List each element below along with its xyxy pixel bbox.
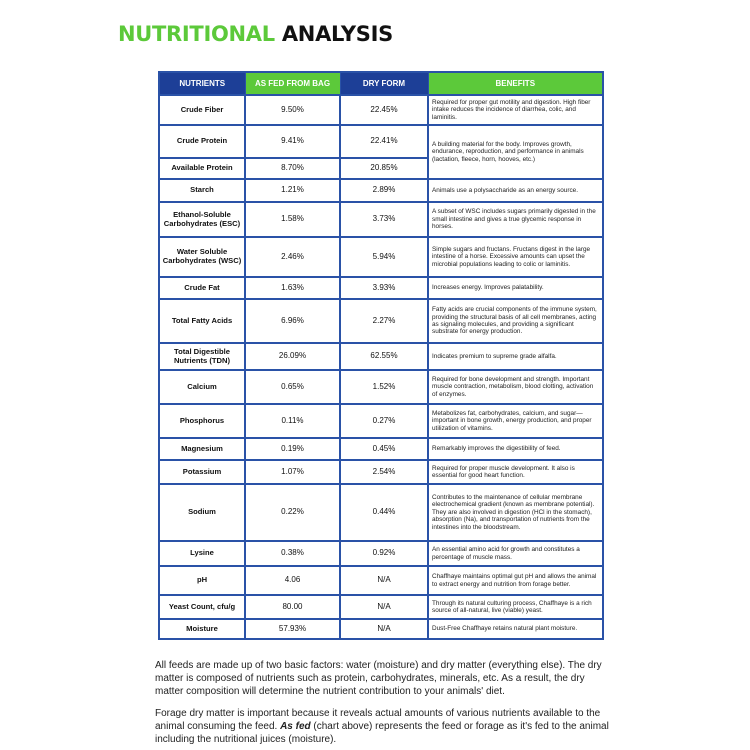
benefit-text: Chaffhaye maintains optimal gut pH and allows the animal to extract energy and nutrition from forage better. [428,566,603,595]
table-row [159,566,603,595]
header-benefits: BENEFITS [428,72,603,95]
nutrient-name: Potassium [159,460,245,484]
as-fed-value: 1.21% [245,179,340,202]
table-row [159,95,603,125]
table-row [159,484,603,541]
dry-value: 3.93% [340,277,428,299]
nutrient-name: Magnesium [159,438,245,460]
benefit-text: An essential amino acid for growth and constitutes a percentage of muscle mass. [428,541,603,566]
dry-value: 62.55% [340,343,428,370]
nutrition-table [158,71,604,640]
nutrient-name: Yeast Count, cfu/g [159,595,245,619]
dry-matter-paragraph [155,707,615,746]
as-fed-value: 26.09% [245,343,340,370]
nutrient-name: Starch [159,179,245,202]
benefit-text: Required for proper muscle development. It also is essential for good heart function. [428,460,603,484]
benefit-text: A building material for the body. Improves growth, endurance, reproduction, and performance in animals (lactation, fleece, horn, hooves, etc.) [428,125,603,179]
dry-value: 2.89% [340,179,428,202]
as-fed-value: 57.93% [245,619,340,639]
table-row [159,370,603,404]
as-fed-value: 0.65% [245,370,340,404]
benefit-text: Animals use a polysaccharide as an energy source. [428,179,603,202]
title-part-black: ANALYSIS [281,22,393,46]
table-row [159,541,603,566]
table-row [159,202,603,237]
as-fed-value: 4.06 [245,566,340,595]
dry-value: 0.45% [340,438,428,460]
as-fed-value: 0.38% [245,541,340,566]
nutrient-name: Phosphorus [159,404,245,438]
dry-value: 2.27% [340,299,428,343]
intro-paragraph: All feeds are made up of two basic factors: water (moisture) and dry matter (everything else). The dry matter is composed of nutrients such as protein, carbohydrates, minerals, etc. As a result, the dry matter composition will determine the nutrient contribution to your animals' diet. [155,660,602,697]
dry-value: 0.44% [340,484,428,541]
nutrient-name: Available Protein [159,158,245,179]
as-fed-emphasis: As fed [280,721,311,732]
paragraph-text: Forage dry matter is important because it reveals actual amounts of various nutrients available to the animal consuming the feed. [155,708,601,732]
header-nutrients: NUTRIENTS [159,72,245,95]
table-row [159,277,603,299]
dry-value: N/A [340,619,428,639]
dry-value: 1.52% [340,370,428,404]
dry-value: 22.41% [340,125,428,158]
as-fed-value: 8.70% [245,158,340,179]
table-row [159,237,603,277]
dry-value: N/A [340,566,428,595]
as-fed-value: 1.58% [245,202,340,237]
benefit-text: A subset of WSC includes sugars primarily digested in the small intestine and gives a true glycemic response in horses. [428,202,603,237]
table-row [159,619,603,639]
benefit-text: Through its natural culturing process, Chaffhaye is a rich source of all-natural, live (viable) yeast. [428,595,603,619]
nutrient-name: Crude Fat [159,277,245,299]
dry-value: 0.27% [340,404,428,438]
as-fed-value: 1.07% [245,460,340,484]
nutrient-name: Calcium [159,370,245,404]
as-fed-value: 2.46% [245,237,340,277]
as-fed-value: 1.63% [245,277,340,299]
benefit-text: Simple sugars and fructans. Fructans digest in the large intestine of a horse. Excessive amounts can upset the microbial populations leading to colic or laminitis. [428,237,603,277]
nutrient-name: Lysine [159,541,245,566]
nutrient-name: Ethanol-Soluble Carbohydrates (ESC) [159,202,245,237]
as-fed-value: 0.22% [245,484,340,541]
table-row [159,460,603,484]
benefit-text: Required for bone development and strength. Important muscle contraction, metabolism, blood clotting, activation of enzymes. [428,370,603,404]
nutrient-name: Crude Fiber [159,95,245,125]
benefit-text: Required for proper gut motility and digestion. High fiber intake reduces the incidence of diarrhea, colic, and laminitis. [428,95,603,125]
benefit-text: Fatty acids are crucial components of the immune system, providing the structural basis of all cell membranes, acting as signaling molecules, and providing a significant substrate for energy production. [428,299,603,343]
dry-value: N/A [340,595,428,619]
table-row [159,179,603,202]
nutrient-name: Water Soluble Carbohydrates (WSC) [159,237,245,277]
dry-value: 20.85% [340,158,428,179]
dry-value: 2.54% [340,460,428,484]
benefit-text: Contributes to the maintenance of cellular membrane electrochemical gradient (known as membrane potential). They are also involved in digestion (HCl in the stomach), absorption (Na), and transportation of nutrients from the intestines into the bloodstream. [428,484,603,541]
nutrient-name: Crude Protein [159,125,245,158]
table-row [159,125,603,158]
table-row [159,595,603,619]
benefit-text: Increases energy. Improves palatability. [428,277,603,299]
as-fed-value: 9.50% [245,95,340,125]
header-as-fed: AS FED FROM BAG [245,72,340,95]
dry-value: 3.73% [340,202,428,237]
as-fed-value: 0.11% [245,404,340,438]
as-fed-value: 6.96% [245,299,340,343]
dry-value: 0.92% [340,541,428,566]
nutrient-name: Sodium [159,484,245,541]
table-header-row [159,72,603,95]
benefit-text: Dust-Free Chaffhaye retains natural plant moisture. [428,619,603,639]
dry-value: 5.94% [340,237,428,277]
nutrient-name: pH [159,566,245,595]
benefit-text: Remarkably improves the digestibility of feed. [428,438,603,460]
title-part-green: NUTRITIONAL [118,22,275,46]
header-dry-form: DRY FORM [340,72,428,95]
benefit-text: Indicates premium to supreme grade alfalfa. [428,343,603,370]
as-fed-value: 9.41% [245,125,340,158]
nutrient-name: Moisture [159,619,245,639]
as-fed-value: 80.00 [245,595,340,619]
paragraph-text: (chart above) represents the feed or forage as it's fed to the animal including the nutritional juices (moisture). [155,721,609,745]
as-fed-value: 0.19% [245,438,340,460]
table-row [159,404,603,438]
table-row [159,343,603,370]
benefit-text: Metabolizes fat, carbohydrates, calcium, and sugar—important in bone growth, energy production, and proper utilization of vitamins. [428,404,603,438]
table-row [159,299,603,343]
page-title [118,22,393,46]
dry-value: 22.45% [340,95,428,125]
nutrient-name: Total Digestible Nutrients (TDN) [159,343,245,370]
table-row [159,438,603,460]
nutrient-name: Total Fatty Acids [159,299,245,343]
